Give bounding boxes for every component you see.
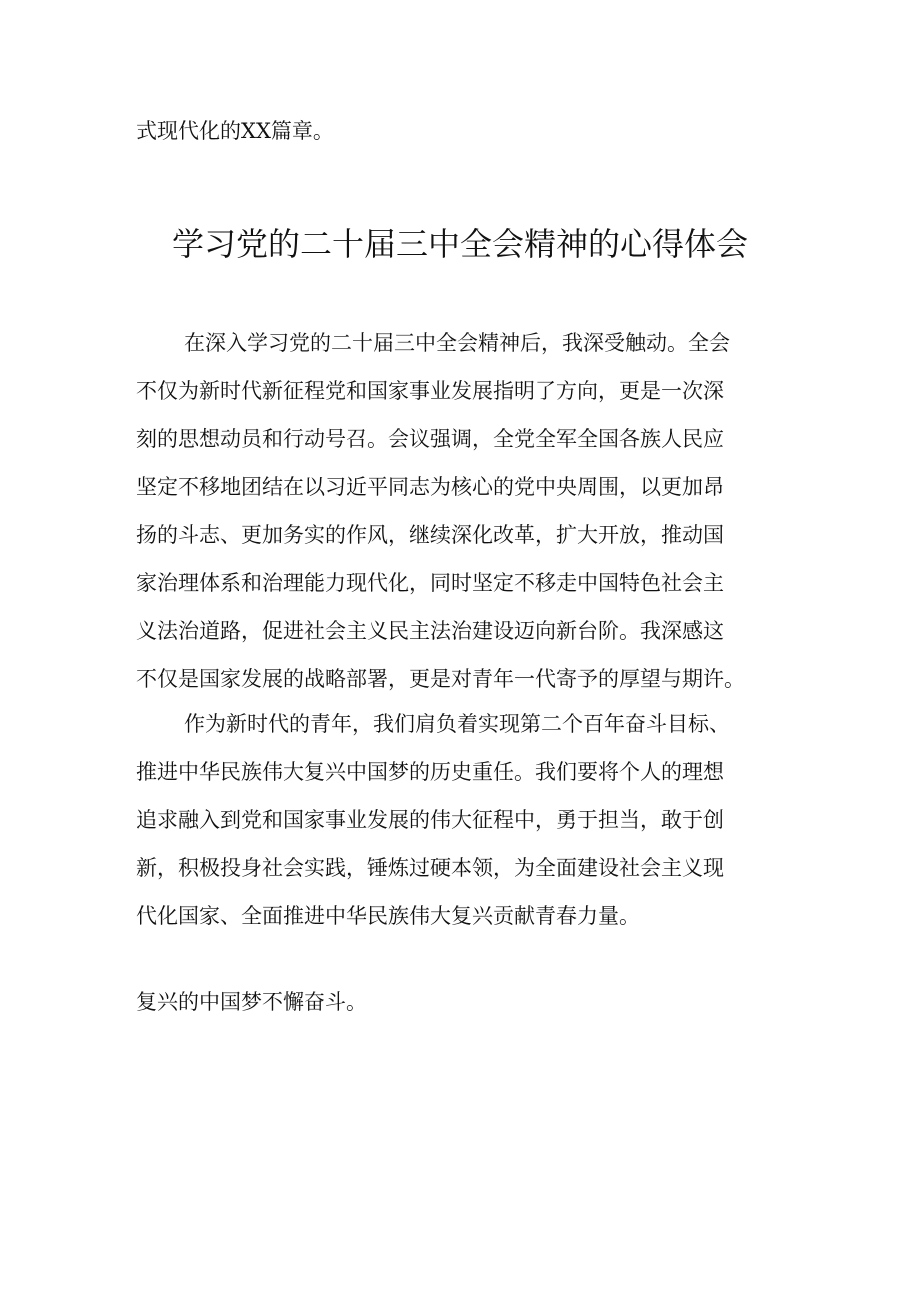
paragraph-line: 作为新时代的青年，我们肩负着实现第二个百年奋斗目标、 [184,712,730,736]
paragraph-line: 扬的斗志、更加务实的作风，继续深化改革，扩大开放，推动国 [136,523,724,547]
paragraph-line: 推进中华民族伟大复兴中国梦的历史重任。我们要将个人的理想 [136,760,724,784]
paragraph-line: 不仅是国家发展的战略部署，更是对青年一代寄予的厚望与期许。 [136,667,745,691]
paragraph-line: 追求融入到党和国家事业发展的伟大征程中，勇于担当，敢于创 [136,808,724,832]
closing-text-fragment: 复兴的中国梦不懈奋斗。 [136,990,367,1014]
paragraph-line: 新，积极投身社会实践，锤炼过硬本领，为全面建设社会主义现 [136,856,724,880]
paragraph-1 [136,319,786,703]
paragraph-line: 代化国家、全面推进中华民族伟大复兴贡献青春力量。 [136,904,640,928]
paragraph-line: 坚定不移地团结在以习近平同志为核心的党中央周围，以更加昂 [136,475,724,499]
paragraph-line: 不仅为新时代新征程党和国家事业发展指明了方向，更是一次深 [136,379,724,403]
paragraph-2 [136,700,786,940]
document-title: 学习党的二十届三中全会精神的心得体会 [171,225,748,263]
paragraph-line: 义法治道路，促进社会主义民主法治建设迈向新台阶。我深感这 [136,619,724,643]
paragraph-line: 家治理体系和治理能力现代化，同时坚定不移走中国特色社会主 [136,571,724,595]
paragraph-line: 刻的思想动员和行动号召。会议强调，全党全军全国各族人民应 [136,427,724,451]
top-text-fragment: 式现代化的XX篇章。 [136,119,334,143]
paragraph-line: 在深入学习党的二十届三中全会精神后，我深受触动。全会 [184,331,730,355]
